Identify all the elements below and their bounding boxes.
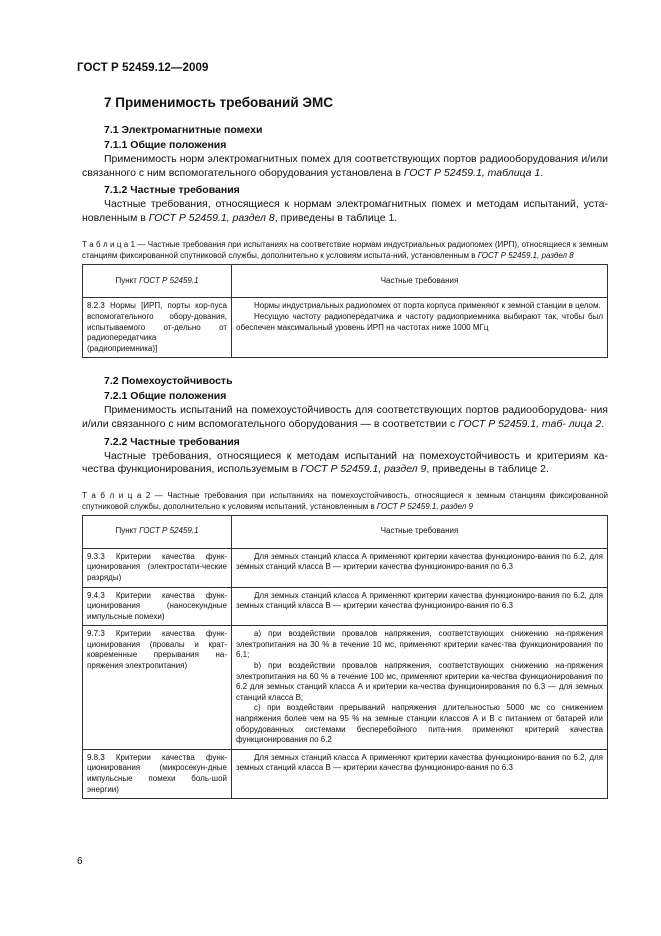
table-2-row-2-point: 9.4.3 Критерии качества функ-ционирования (наносекундные импульсные помехи) (83, 587, 232, 626)
table-row (83, 548, 608, 587)
table-1-caption: Т а б л и ц а 1 — Частные требования при испытаниях на соответствие нормам индустриальных радиопомех (ИРП), относящиеся к земным станциям фиксированной спутниковой службы, дополнительно к условиям испыта-ний, установленным в ГОСТ Р 52459.1, раздел 8 (82, 240, 608, 261)
table-1-row-1-point: 8.2.3 Нормы [ИРП, порты кор-пуса вспомогательного обору-дования, испытываемого от-дельно от радиопередатчика (радиоприемника)] (83, 298, 232, 358)
subsection-7-2-1-title: 7.2.1 Общие положения (104, 390, 227, 403)
subsection-7-2-title: 7.2 Помехоустойчивость (104, 375, 233, 388)
standard-header: ГОСТ Р 52459.12—2009 (77, 62, 209, 74)
table-2-row-1-point: 9.3.3 Критерии качества функ-ционирования (электростати-ческие разряды) (83, 548, 232, 587)
section-title: 7 Применимость требований ЭМС (104, 95, 334, 110)
subsection-7-1-2-title: 7.1.2 Частные требования (104, 184, 240, 197)
table-2-row-3-requirements: а) при воздействии провалов напряжения, соответствующих снижению на-пряжения электропитания на 30 % в течение 10 мс, применяют критерии качес-тва функционирования по 6.1; b) при воздействии провалов напряжения, соответствующих снижению на-пряжения электропитания на 60 % в течение 100 мс, применяют критерии ка-чества функционирования по 6.2 для земных станций класса А и критерии ка-чества функционирования по 6.3 — для земных станций класса В; с) при воздействии прерываний напряжения длительностью 5000 мс со снижением напряжения более чем на 95 % на земные станции классов А и В с питанием от батарей или оборудованных системами бесперебойного пита-ния применяют критерий качества функционирования по 6.2 (232, 626, 608, 750)
table-2 (82, 515, 608, 799)
table-row (83, 749, 608, 798)
table-2-row-4-point: 9.8.3 Критерии качества функ-ционирования (микросекун-дные импульсные помехи боль-шой энергии) (83, 749, 232, 798)
table-1-col-point: Пункт ГОСТ Р 52459.1 (83, 265, 232, 298)
paragraph-7-1-1: Применимость норм электромагнитных помех для соответствующих портов радиооборудования и/или связанного с ним вспомогательного оборудования установлена в ГОСТ Р 52459.1, таблица 1. (82, 153, 608, 179)
table-row (83, 298, 608, 358)
table-header-row (83, 265, 608, 298)
table-2-col-point: Пункт ГОСТ Р 52459.1 (83, 515, 232, 548)
page-content (82, 95, 608, 799)
paragraph-7-2-1: Применимость испытаний на помехоустойчивость для соответствующих портов радиооборудова- ния и/или связанного с ним вспомогательного оборудования — в соответствии с ГОСТ Р 52459.1, таб- лица 2. (82, 404, 608, 430)
subsection-7-1-title: 7.1 Электромагнитные помехи (104, 124, 263, 136)
table-1 (82, 264, 608, 358)
subsection-7-2-2-title: 7.2.2 Частные требования (104, 435, 240, 448)
table-2-row-1-requirements: Для земных станций класса А применяют критерии качества функциониро-вания по 6.2, для земных станций класса В — критерии качества функциониро-вания по 6.3 (232, 548, 608, 587)
table-1-col-requirements: Частные требования (232, 265, 608, 298)
paragraph-7-2-2: Частные требования, относящиеся к методам испытаний на помехоустойчивость и критериям ка- чества функционирования, используемым в ГОСТ Р 52459.1, раздел 9, приведены в таблице 2. (82, 449, 608, 476)
table-2-caption: Т а б л и ц а 2 — Частные требования при испытаниях на помехоустойчивость, относящиеся к земным станциям фиксированной спутниковой службы, дополнительно к условиям испытаний, установленным в ГОСТ Р 52459.1, раздел 9 (82, 490, 608, 511)
paragraph-7-1-2: Частные требования, относящиеся к нормам электромагнитных помех и методам испытаний, уста- новленным в ГОСТ Р 52459.1, раздел 8, приведены в таблице 1. (82, 198, 608, 224)
table-2-row-4-requirements: Для земных станций класса А применяют критерии качества функциониро-вания по 6.2, для земных станций класса В — критерии качества функциониро-вания по 6.3 (232, 749, 608, 798)
subsection-7-1-1-title: 7.1.1 Общие положения (104, 139, 227, 151)
table-1-row-1-requirements: Нормы индустриальных радиопомех от порта корпуса применяют к земной станции в целом. Несущую частоту радиопередатчика и частоту радиоприемника выбирают так, чтобы был обеспечен максимальный уровень ИРП на частотах ниже 1000 МГц (232, 298, 608, 358)
table-header-row (83, 515, 608, 548)
table-2-col-requirements: Частные требования (232, 515, 608, 548)
page-number: 6 (77, 856, 83, 867)
table-2-row-2-requirements: Для земных станций класса А применяют критерии качества функциониро-вания по 6.2, для земных станций класса В — критерии качества функциониро-вания по 6.3 (232, 587, 608, 626)
table-2-row-3-point: 9.7.3 Критерии качества функ-ционирования (провалы и крат-ковременные прерывания на-пряжения электропитания) (83, 626, 232, 750)
table-row (83, 587, 608, 626)
table-row (83, 626, 608, 750)
